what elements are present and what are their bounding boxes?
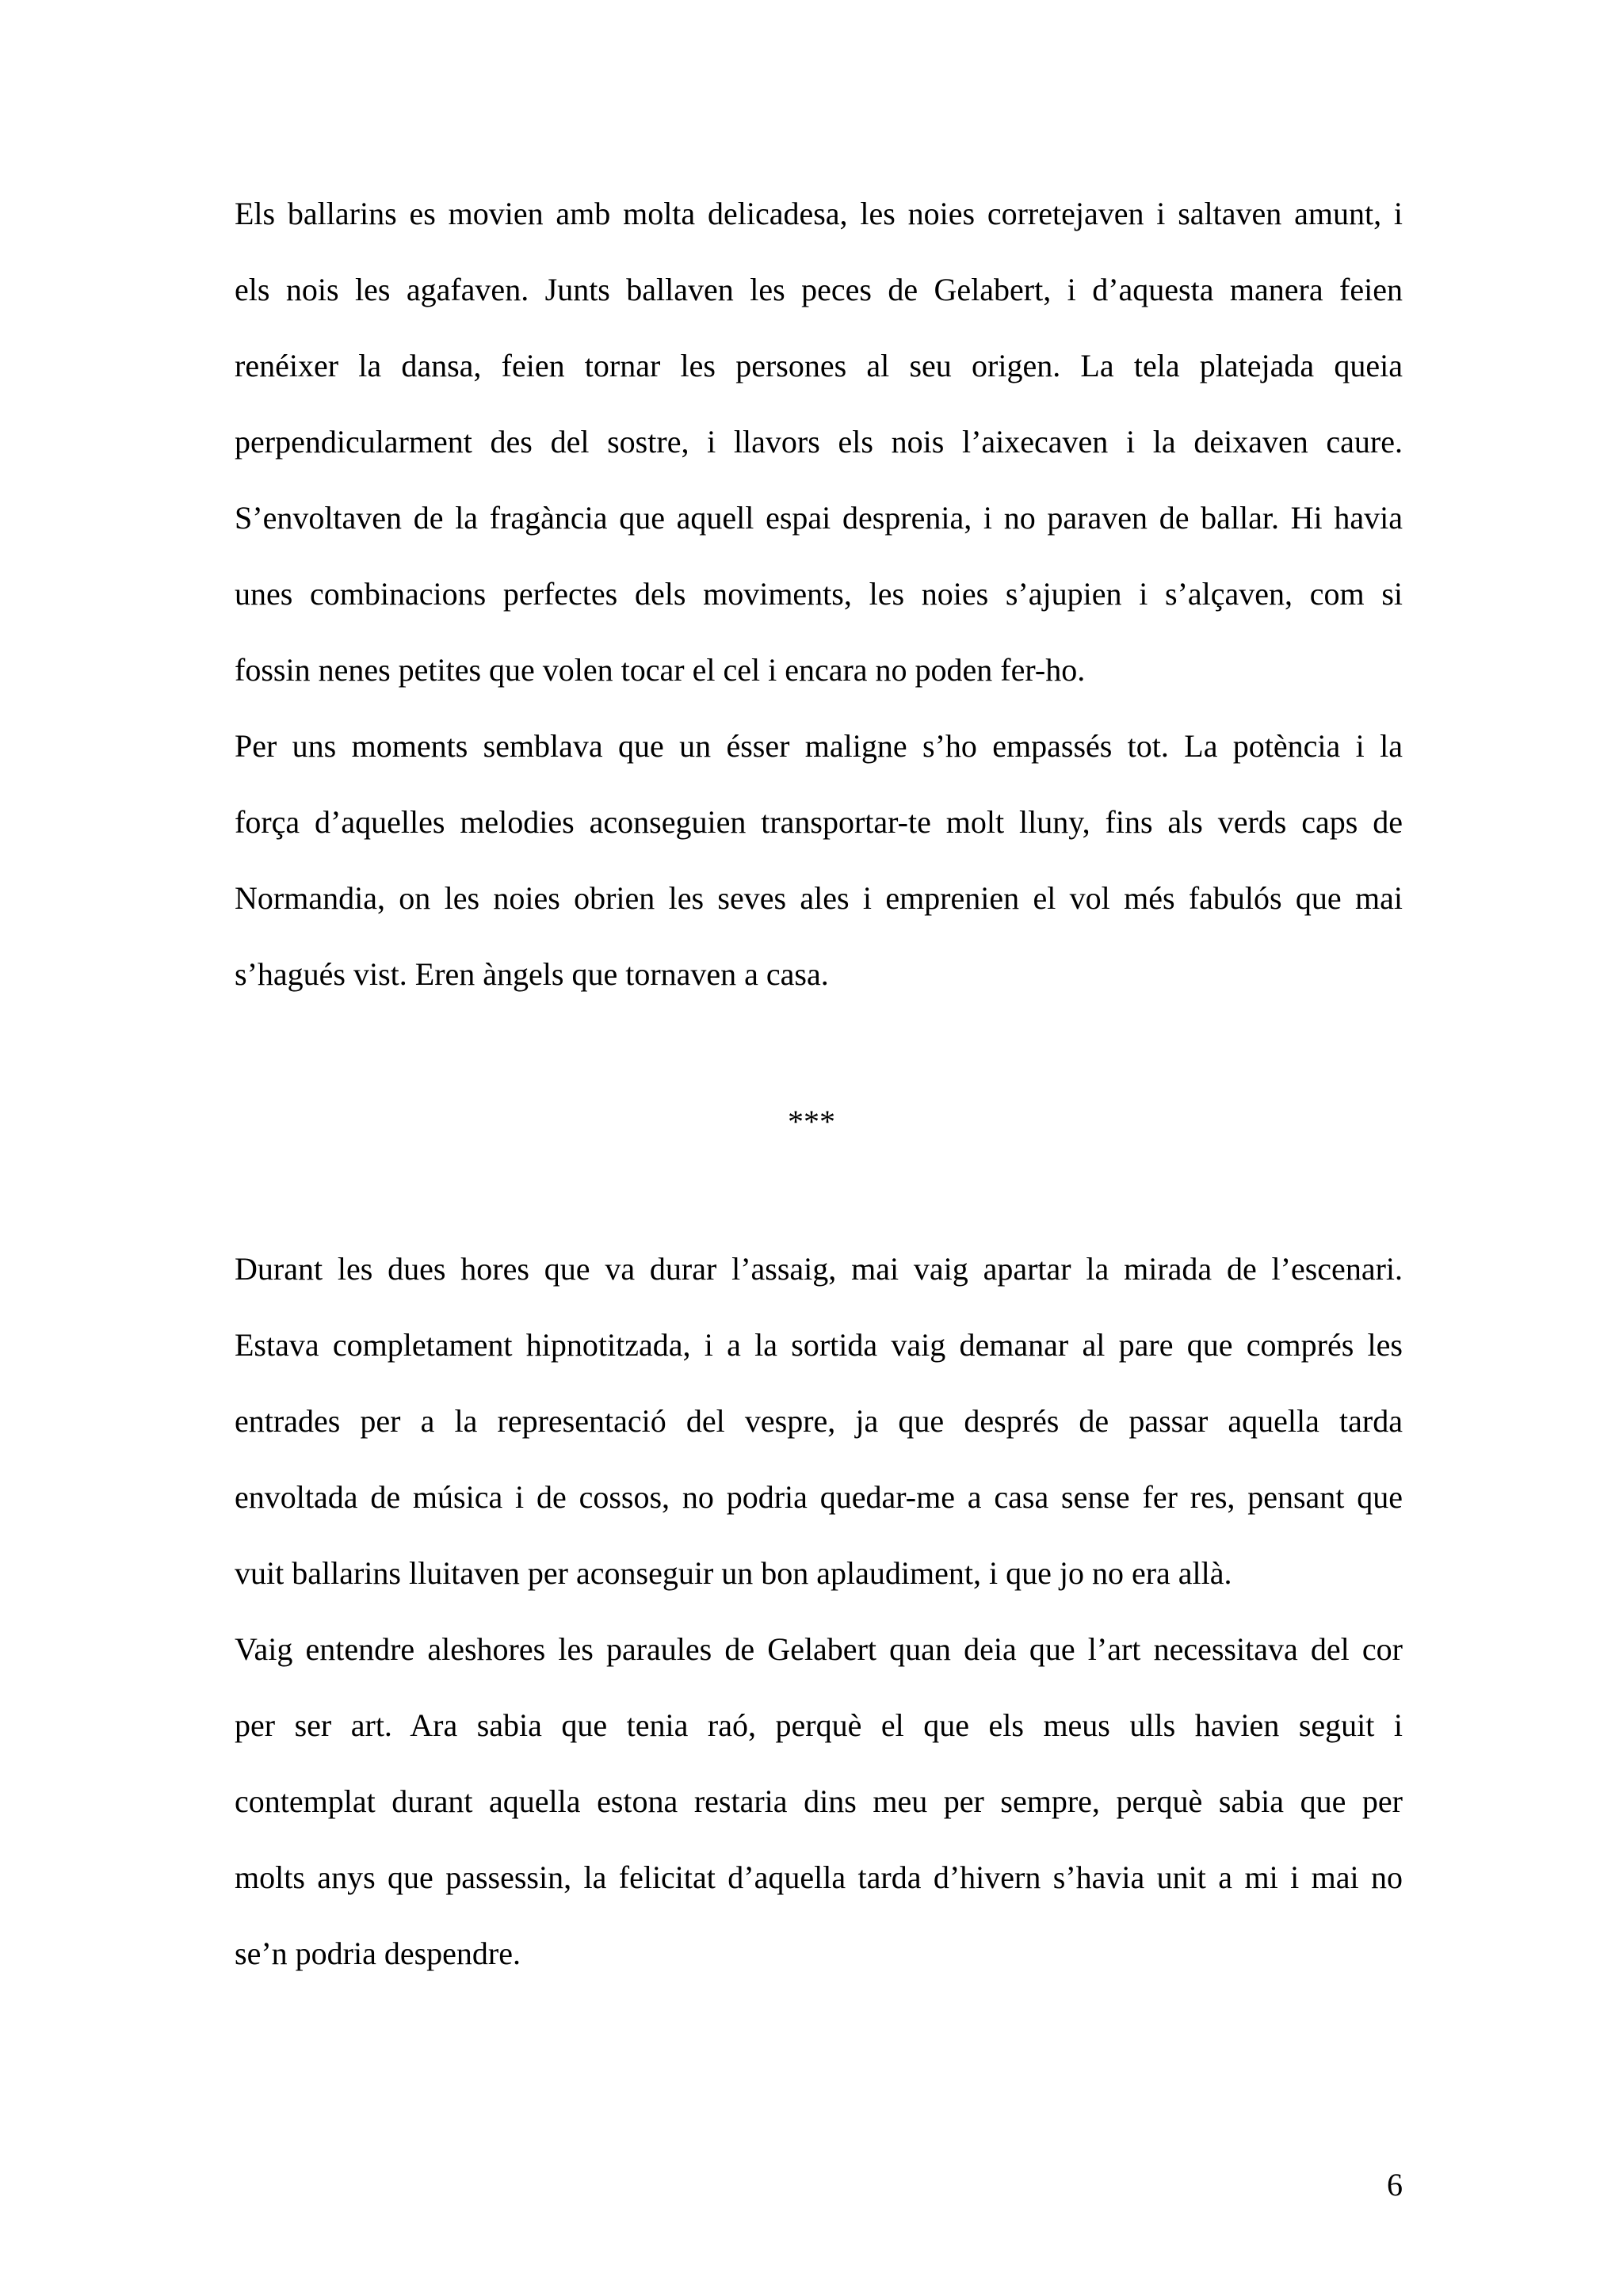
text-line: Per uns moments semblava que un ésser maligne s’ho empassés tot. La potència i la xyxy=(235,728,1403,764)
text-line: se’n podria despendre. xyxy=(235,1936,521,1971)
text-line: Vaig entendre aleshores les paraules de Gelabert quan deia que l’art necessitava del cor xyxy=(235,1631,1403,1667)
text-line: renéixer la dansa, feien tornar les persones al seu origen. La tela platejada queia xyxy=(235,348,1403,383)
text-line: entrades per a la representació del vespre, ja que després de passar aquella tarda xyxy=(235,1403,1403,1439)
text-line: S’envoltaven de la fragància que aquell espai desprenia, i no paraven de ballar. Hi havia xyxy=(235,500,1403,536)
text-line: s’hagués vist. Eren àngels que tornaven a casa. xyxy=(235,956,829,992)
text-line: envoltada de música i de cossos, no podria quedar-me a casa sense fer res, pensant que xyxy=(235,1479,1403,1515)
text-line: força d’aquelles melodies aconseguien transportar-te molt lluny, fins als verds caps de xyxy=(235,804,1403,840)
paragraph-section-1 xyxy=(235,176,1403,1013)
text-line: perpendicularment des del sostre, i llavors els nois l’aixecaven i la deixaven caure. xyxy=(235,424,1403,460)
page-number: 6 xyxy=(1387,2167,1403,2203)
text-line: fossin nenes petites que volen tocar el cel i encara no poden fer-ho. xyxy=(235,652,1086,688)
text-line: els nois les agafaven. Junts ballaven les peces de Gelabert, i d’aquesta manera feien xyxy=(235,272,1403,307)
text-line: molts anys que passessin, la felicitat d’aquella tarda d’hivern s’havia unit a mi i mai no xyxy=(235,1859,1403,1895)
text-line: Normandia, on les noies obrien les seves ales i emprenien el vol més fabulós que mai xyxy=(235,880,1403,916)
text-line: Els ballarins es movien amb molta delicadesa, les noies corretejaven i saltaven amunt, i xyxy=(235,196,1403,231)
text-line: vuit ballarins lluitaven per aconseguir un bon aplaudiment, i que jo no era allà. xyxy=(235,1555,1232,1591)
text-line: contemplat durant aquella estona restaria dins meu per sempre, perquè sabia que per xyxy=(235,1783,1403,1819)
paragraph-section-2 xyxy=(235,1231,1403,1992)
text-line: Durant les dues hores que va durar l’assaig, mai vaig apartar la mirada de l’escenari. xyxy=(235,1251,1403,1287)
section-separator: *** xyxy=(788,1104,835,1139)
text-line: Estava completament hipnotitzada, i a la sortida vaig demanar al pare que comprés les xyxy=(235,1327,1403,1363)
text-line: unes combinacions perfectes dels moviments, les noies s’ajupien i s’alçaven, com si xyxy=(235,576,1403,612)
text-line: per ser art. Ara sabia que tenia raó, perquè el que els meus ulls havien seguit i xyxy=(235,1707,1403,1743)
